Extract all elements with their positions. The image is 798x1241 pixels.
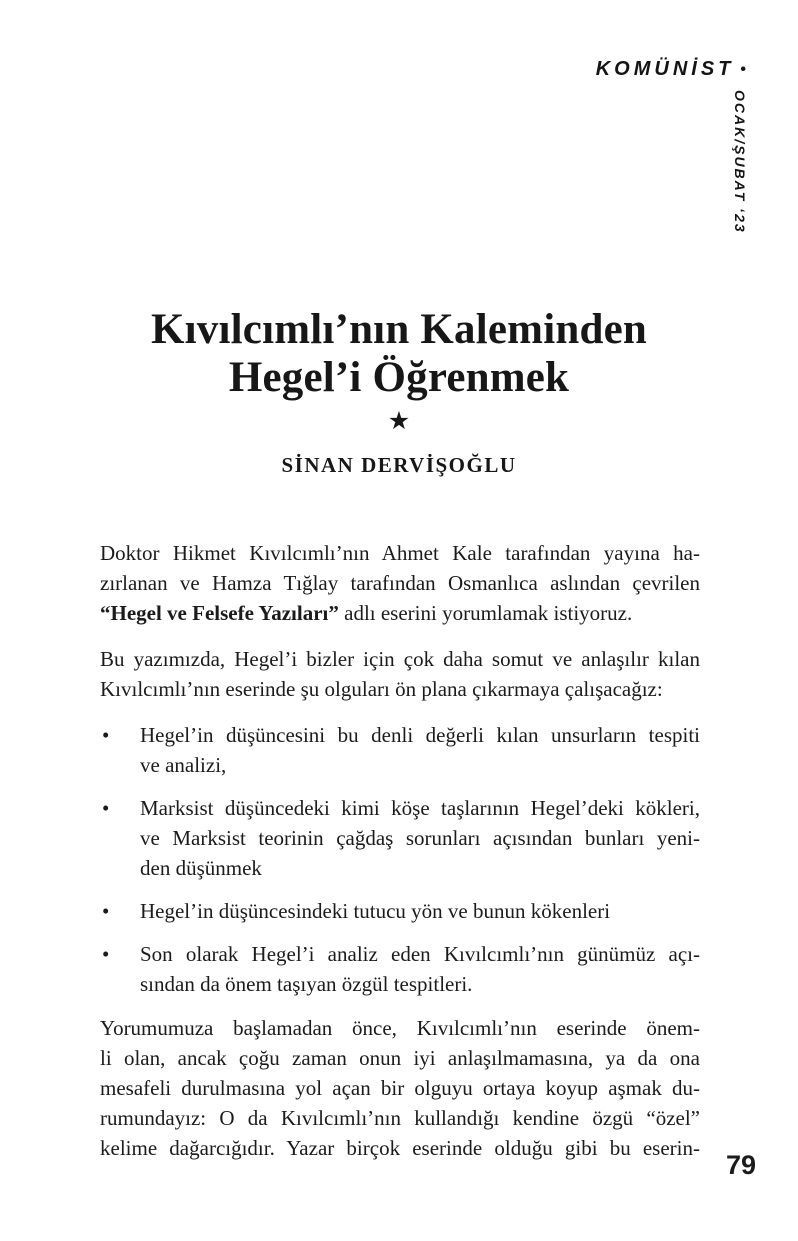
text-line: zırlanan ve Hamza Tığlay tarafından Osmanlıca aslından çevrilen — [100, 571, 700, 595]
text-line: li olan, ancak çoğu zaman onun iyi anlaşılmamasına, ya da ona — [100, 1046, 700, 1070]
text-segment: adlı eserini yorumlamak istiyoruz. — [338, 601, 633, 625]
bullet-marker: • — [102, 942, 110, 966]
text-line — [100, 598, 700, 628]
text-line: Marksist düşüncedeki kimi köşe taşlarının Hegel’deki kökleri, — [140, 796, 700, 820]
article-header — [0, 306, 798, 478]
text-line: Bu yazımızda, Hegel’i bizler için çok daha somut ve anlaşılır kılan — [100, 647, 700, 671]
bullet-marker: • — [102, 899, 110, 923]
star-icon: ★ — [387, 408, 411, 435]
bullet-marker: • — [102, 723, 110, 747]
list-item-lines — [140, 793, 700, 883]
paragraph-1 — [100, 538, 700, 628]
text-line: Son olarak Hegel’i analiz eden Kıvılcımlı’nın günümüz açı- — [140, 942, 700, 966]
list-item — [100, 896, 700, 926]
text-line: kelime dağarcığıdır. Yazar birçok eserinde olduğu gibi bu eserin- — [100, 1136, 700, 1160]
article-body — [100, 538, 700, 1179]
paragraph-lines — [100, 644, 700, 704]
list-item-lines — [140, 939, 700, 999]
text-line: Hegel’in düşüncesini bu denli değerli kılan unsurların tespiti — [140, 723, 700, 747]
masthead-dot-icon: • — [740, 61, 746, 78]
bullet-list — [100, 720, 700, 999]
list-item-lines — [140, 720, 700, 780]
journal-masthead — [596, 58, 746, 81]
text-line: Doktor Hikmet Kıvılcımlı’nın Ahmet Kale tarafından yayına ha- — [100, 541, 700, 565]
paragraph-3 — [100, 1013, 700, 1163]
article-title-line1: Kıvılcımlı’nın Kaleminden — [151, 306, 647, 353]
text-line: Yorumumuza başlamadan önce, Kıvılcımlı’nın eserinde önem- — [100, 1016, 700, 1040]
list-item — [100, 939, 700, 999]
page-number: 79 — [726, 1150, 757, 1180]
bullet-marker: • — [102, 796, 110, 820]
paragraph-lines — [100, 1013, 700, 1163]
list-item — [100, 793, 700, 883]
text-line: mesafeli durulmasına yol açan bir olguyu ortaya koyup aşmak du- — [100, 1076, 700, 1100]
text-line: Kıvılcımlı’nın eserinde şu olguları ön plana çıkarmaya çalışacağız: — [100, 677, 663, 701]
text-line: ve analizi, — [140, 753, 227, 777]
book-title: “Hegel ve Felsefe Yazıları” — [100, 601, 339, 625]
text-line: Hegel’in düşüncesindeki tutucu yön ve bunun kökenleri — [140, 899, 611, 923]
journal-name: KOMÜNİST — [595, 58, 735, 80]
paragraph-lines — [100, 538, 700, 598]
article-title — [0, 306, 798, 402]
text-line: sından da önem taşıyan özgül tespitleri. — [140, 972, 473, 996]
text-line: den düşünmek — [140, 856, 262, 880]
issue-date-vertical: OCAK/ŞUBAT ‘23 — [732, 90, 748, 234]
text-line: rumundayız: O da Kıvılcımlı’nın kullandığı kendine özgü “özel” — [100, 1106, 700, 1130]
article-title-line2: Hegel’i Öğrenmek — [228, 354, 570, 401]
list-item-lines — [140, 896, 700, 926]
author-name: SİNAN DERVİŞOĞLU — [281, 453, 517, 477]
text-line: ve Marksist teorinin çağdaş sorunları açısından bunları yeni- — [140, 826, 700, 850]
list-item — [100, 720, 700, 780]
paragraph-2 — [100, 644, 700, 704]
